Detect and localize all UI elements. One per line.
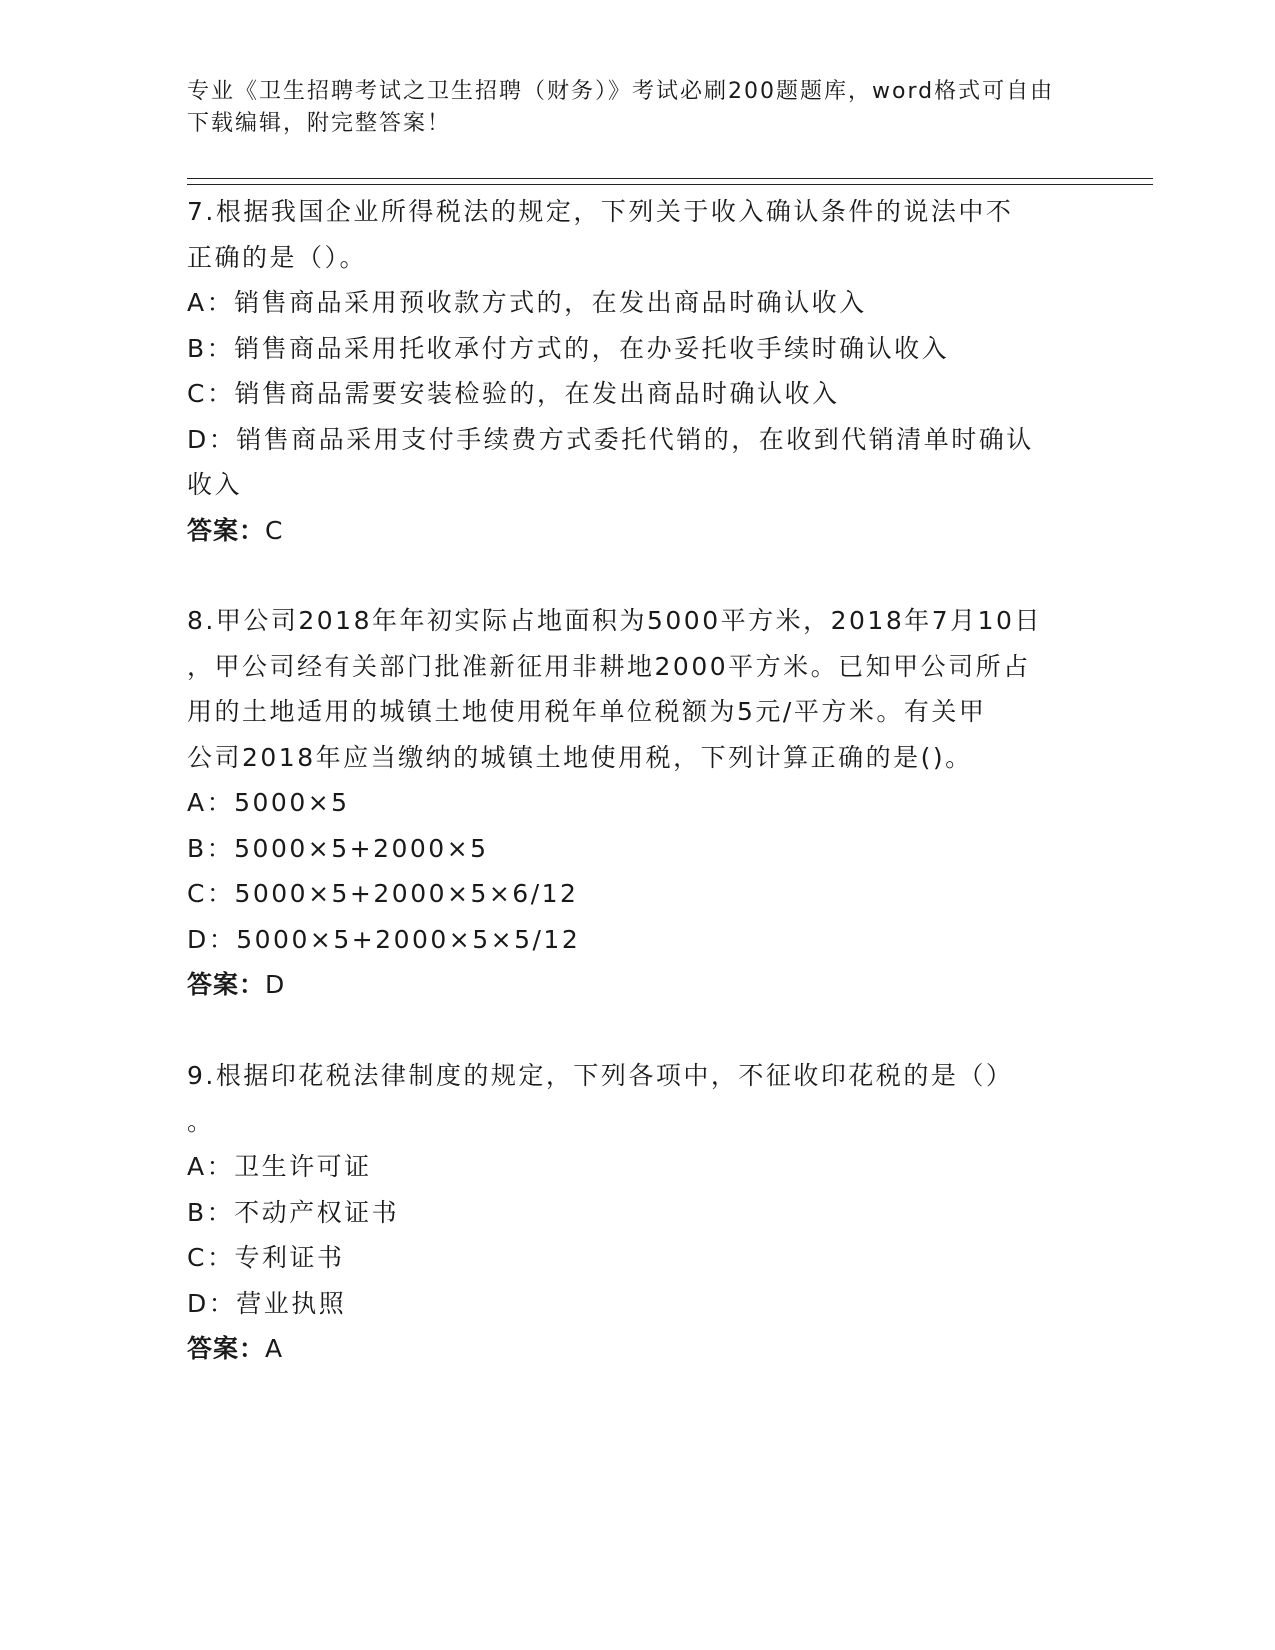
- option-c: C：5000×5+2000×5×6/12: [187, 879, 579, 908]
- option-a: A：5000×5: [187, 788, 350, 817]
- answer: [187, 508, 1077, 554]
- answer: [187, 962, 1077, 1008]
- option-d: D：5000×5+2000×5×5/12: [187, 924, 581, 954]
- header-divider-top: [187, 178, 1153, 179]
- option-d-continued: 收入: [187, 470, 243, 499]
- option-b: B：5000×5+2000×5: [187, 833, 489, 863]
- option-a: A：卫生许可证: [187, 1152, 372, 1181]
- question-9: [187, 1053, 1077, 1372]
- option-b: B：销售商品采用托收承付方式的，在办妥托收手续时确认收入: [187, 333, 950, 363]
- document-header: [187, 76, 1067, 140]
- question-stem-line: 公司2018年应当缴纳的城镇土地使用税，下列计算正确的是()。: [187, 742, 973, 772]
- answer-label: 答案：: [187, 1334, 266, 1363]
- option-d: D：营业执照: [187, 1288, 347, 1318]
- option-a: A：销售商品采用预收款方式的，在发出商品时确认收入: [187, 288, 867, 317]
- question-8: [187, 598, 1077, 1008]
- question-stem-line: 9.根据印花税法律制度的规定，下列各项中，不征收印花税的是（）: [187, 1061, 1014, 1090]
- question-stem-line: ，甲公司经有关部门批准新征用非耕地2000平方米。已知甲公司所占: [187, 651, 1031, 681]
- answer: [187, 1326, 1077, 1372]
- option-b: B：不动产权证书: [187, 1197, 400, 1227]
- question-stem-line: 8.甲公司2018年年初实际占地面积为5000平方米，2018年7月10日: [187, 606, 1042, 635]
- question-stem-line: 正确的是（）。: [187, 242, 368, 272]
- answer-label: 答案：: [187, 515, 266, 545]
- header-divider-bottom: [187, 184, 1153, 185]
- answer-value: D: [265, 970, 286, 999]
- option-c: C：销售商品需要安装检验的，在发出商品时确认收入: [187, 379, 840, 408]
- option-c: C：专利证书: [187, 1243, 345, 1272]
- question-7: [187, 189, 1077, 553]
- question-stem-line: 。: [187, 1106, 215, 1136]
- header-text: 专业《卫生招聘考试之卫生招聘（财务）》考试必刷200题题库，word格式可自由下载编辑，附完整答案！: [187, 79, 1055, 136]
- option-d: D：销售商品采用支付手续费方式委托代销的，在收到代销清单时确认: [187, 424, 1034, 454]
- answer-value: C: [265, 515, 284, 545]
- answer-label: 答案：: [187, 970, 266, 999]
- question-stem-line: 7.根据我国企业所得税法的规定，下列关于收入确认条件的说法中不: [187, 197, 1014, 226]
- answer-value: A: [265, 1334, 284, 1363]
- question-stem-line: 用的土地适用的城镇土地使用税年单位税额为5元/平方米。有关甲: [187, 697, 987, 726]
